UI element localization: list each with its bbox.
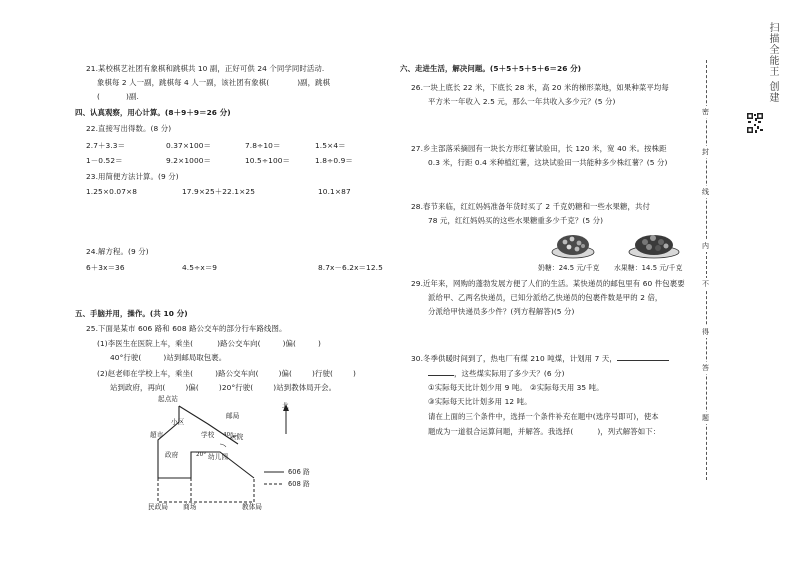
q30-line4: 题成为一道很合运算问题，并解答。我选择( )，列式解答如下： <box>428 427 661 436</box>
q22-item-6: 9.2×1000＝ <box>166 156 212 165</box>
q25-part1-line1: (1)李医生在医院上车，乘坐( )路公交车向( )偏( ) <box>97 339 322 348</box>
q26-line1: 26.一块上底长 22 米，下底长 28 米，高 20 米的梯形菜地，如果种菜平均每 <box>411 83 669 92</box>
stop-school: 学校 <box>201 431 215 439</box>
legend-606-label: 606 路 <box>288 468 310 476</box>
angle-arc-20 <box>220 444 226 447</box>
q22-title: 22.直接写出得数。(8 分) <box>86 124 172 133</box>
q24-item-3: 8.7x－6.2x＝12.5 <box>318 263 383 272</box>
q24-item-1: 6＋3x＝36 <box>86 263 125 272</box>
q25-part2-line2: 站到政府，再向( )偏( )20°行驶( )站到教体局开会。 <box>110 383 337 392</box>
stop-community: 小区 <box>171 418 185 426</box>
seal-label-1: 密 <box>702 108 709 116</box>
angle-label-20: 20° <box>196 452 207 458</box>
north-label: 北 <box>282 402 289 410</box>
legend-608-label: 608 路 <box>288 480 310 488</box>
stop-hospital: 医院 <box>230 433 244 441</box>
q30-line3: 请在上面的三个条件中，选择一个条件补充在题中(选序号即可)，使本 <box>428 412 659 421</box>
stop-education-bureau: 教体局 <box>242 503 263 511</box>
stop-start: 起点站 <box>158 395 179 403</box>
q25-title: 25.下面是某市 606 路和 608 路公交车的部分行车路线图。 <box>86 324 287 333</box>
q30-line2: ，这些煤实际用了多少天？(6 分) <box>428 368 565 378</box>
route-608-line <box>158 478 254 502</box>
q21-line3: ( )副. <box>97 92 139 101</box>
seal-label-8: 题 <box>702 414 709 422</box>
q23-item-1: 1.25×0.07×8 <box>86 187 138 196</box>
seal-label-2: 封 <box>702 148 709 156</box>
q25-part2-line1: (2)赵老师在学校上车，乘坐( )路公交车向( )偏( )行驶( ) <box>97 369 356 378</box>
route-606-line <box>158 406 254 478</box>
section-4-heading: 四、认真观察，用心计算。(8＋9＋9＝26 分) <box>75 108 231 117</box>
q29-line1: 29.近年来，网购的蓬勃发展方便了人们的生活。某快递员的邮包里有 60 件包裹要 <box>411 279 685 288</box>
q26-line2: 平方米一年收入 2.5 元，那么一年共收入多少元？(5 分) <box>428 97 616 106</box>
q27-line1: 27.乡主部落采摘园有一块长方形红薯试验田，长 120 米，宽 40 米。按株距 <box>411 144 667 153</box>
seal-label-4: 内 <box>702 242 709 250</box>
seal-label-6: 得 <box>702 328 709 336</box>
q22-item-2: 0.37×100＝ <box>166 141 212 150</box>
q30-option-3: ③实际每天比计划多用 12 吨。 <box>428 397 532 406</box>
q27-line2: 0.3 米，行距 0.4 米种植红薯，这块试验田一共能种多少株红薯？(5 分) <box>428 158 668 167</box>
stop-mall: 商场 <box>183 503 197 511</box>
q23-item-2: 17.9×25＋22.1×25 <box>182 187 255 196</box>
q22-item-1: 2.7＋3.3＝ <box>86 141 126 150</box>
q25-part1-line2: 40°行驶( )站到邮局取包裹。 <box>110 353 227 362</box>
section-6-heading: 六、走进生活，解决问题。(5＋5＋5＋5＋6＝26 分) <box>400 64 582 73</box>
milk-candy-plate-image <box>551 230 595 260</box>
q22-item-5: 1－0.52＝ <box>86 156 123 165</box>
stop-government: 政府 <box>165 451 179 459</box>
q24-item-2: 4.5÷x＝9 <box>182 263 218 272</box>
q28-line1: 28.春节来临，红红妈妈准备年货时买了 2 千克奶糖和一些水果糖，共付 <box>411 202 650 211</box>
q21-line2: 象棋每 2 人一副，跳棋每 4 人一副，该社团有象棋( )副，跳棋 <box>97 78 331 87</box>
q21-line1: 21.某校棋艺社团有象棋和跳棋共 10 副，正好可供 24 个同学同时活动. <box>86 64 325 73</box>
seal-label-7: 答 <box>702 364 709 372</box>
q22-item-4: 1.5×4＝ <box>315 141 346 150</box>
q28-line2: 78 元，红红妈妈买的这些水果糖重多少千克？(5 分) <box>428 216 604 225</box>
milk-candy-price: 奶糖：24.5 元/千克 <box>538 264 600 272</box>
q22-item-7: 10.5÷100＝ <box>245 156 291 165</box>
seal-label-5: 不 <box>702 280 709 288</box>
fruit-candy-plate-image <box>628 230 680 260</box>
scanner-watermark-text: 扫描全能王 创建 <box>767 22 778 104</box>
fruit-candy-price: 水果糖：14.5 元/千克 <box>614 264 683 272</box>
seal-label-3: 线 <box>702 188 709 196</box>
q23-item-3: 10.1×87 <box>318 187 351 196</box>
stop-supermarket: 超市 <box>150 431 164 439</box>
section-5-heading: 五、手脑并用，操作。(共 10 分) <box>75 309 188 318</box>
stop-kindergarten: 幼儿园 <box>208 453 229 461</box>
q30-option-2: ②实际每天用 35 吨。 <box>530 383 604 392</box>
q23-title: 23.用简便方法计算。(9 分) <box>86 172 179 181</box>
stop-civil-affairs: 民政局 <box>148 503 169 511</box>
q22-item-8: 1.8÷0.9＝ <box>315 156 353 165</box>
q30-line1: 30.冬季供暖时间到了，热电厂有煤 210 吨煤，计划用 7 天， <box>411 353 669 363</box>
q30-option-1: ①实际每天比计划少用 9 吨。 <box>428 383 527 392</box>
qr-code-icon <box>746 112 764 134</box>
q24-title: 24.解方程。(9 分) <box>86 247 149 256</box>
stop-post-office: 邮局 <box>226 412 240 420</box>
q29-line2: 派给甲、乙两名快递员，已知分派给乙快递员的包裹件数是甲的 2 倍， <box>428 293 663 302</box>
q22-item-3: 7.8÷10＝ <box>245 141 281 150</box>
angle-label-40: 40° <box>223 432 234 438</box>
q29-line3: 分派给甲快递员多少件？(列方程解答)(5 分) <box>428 307 575 316</box>
